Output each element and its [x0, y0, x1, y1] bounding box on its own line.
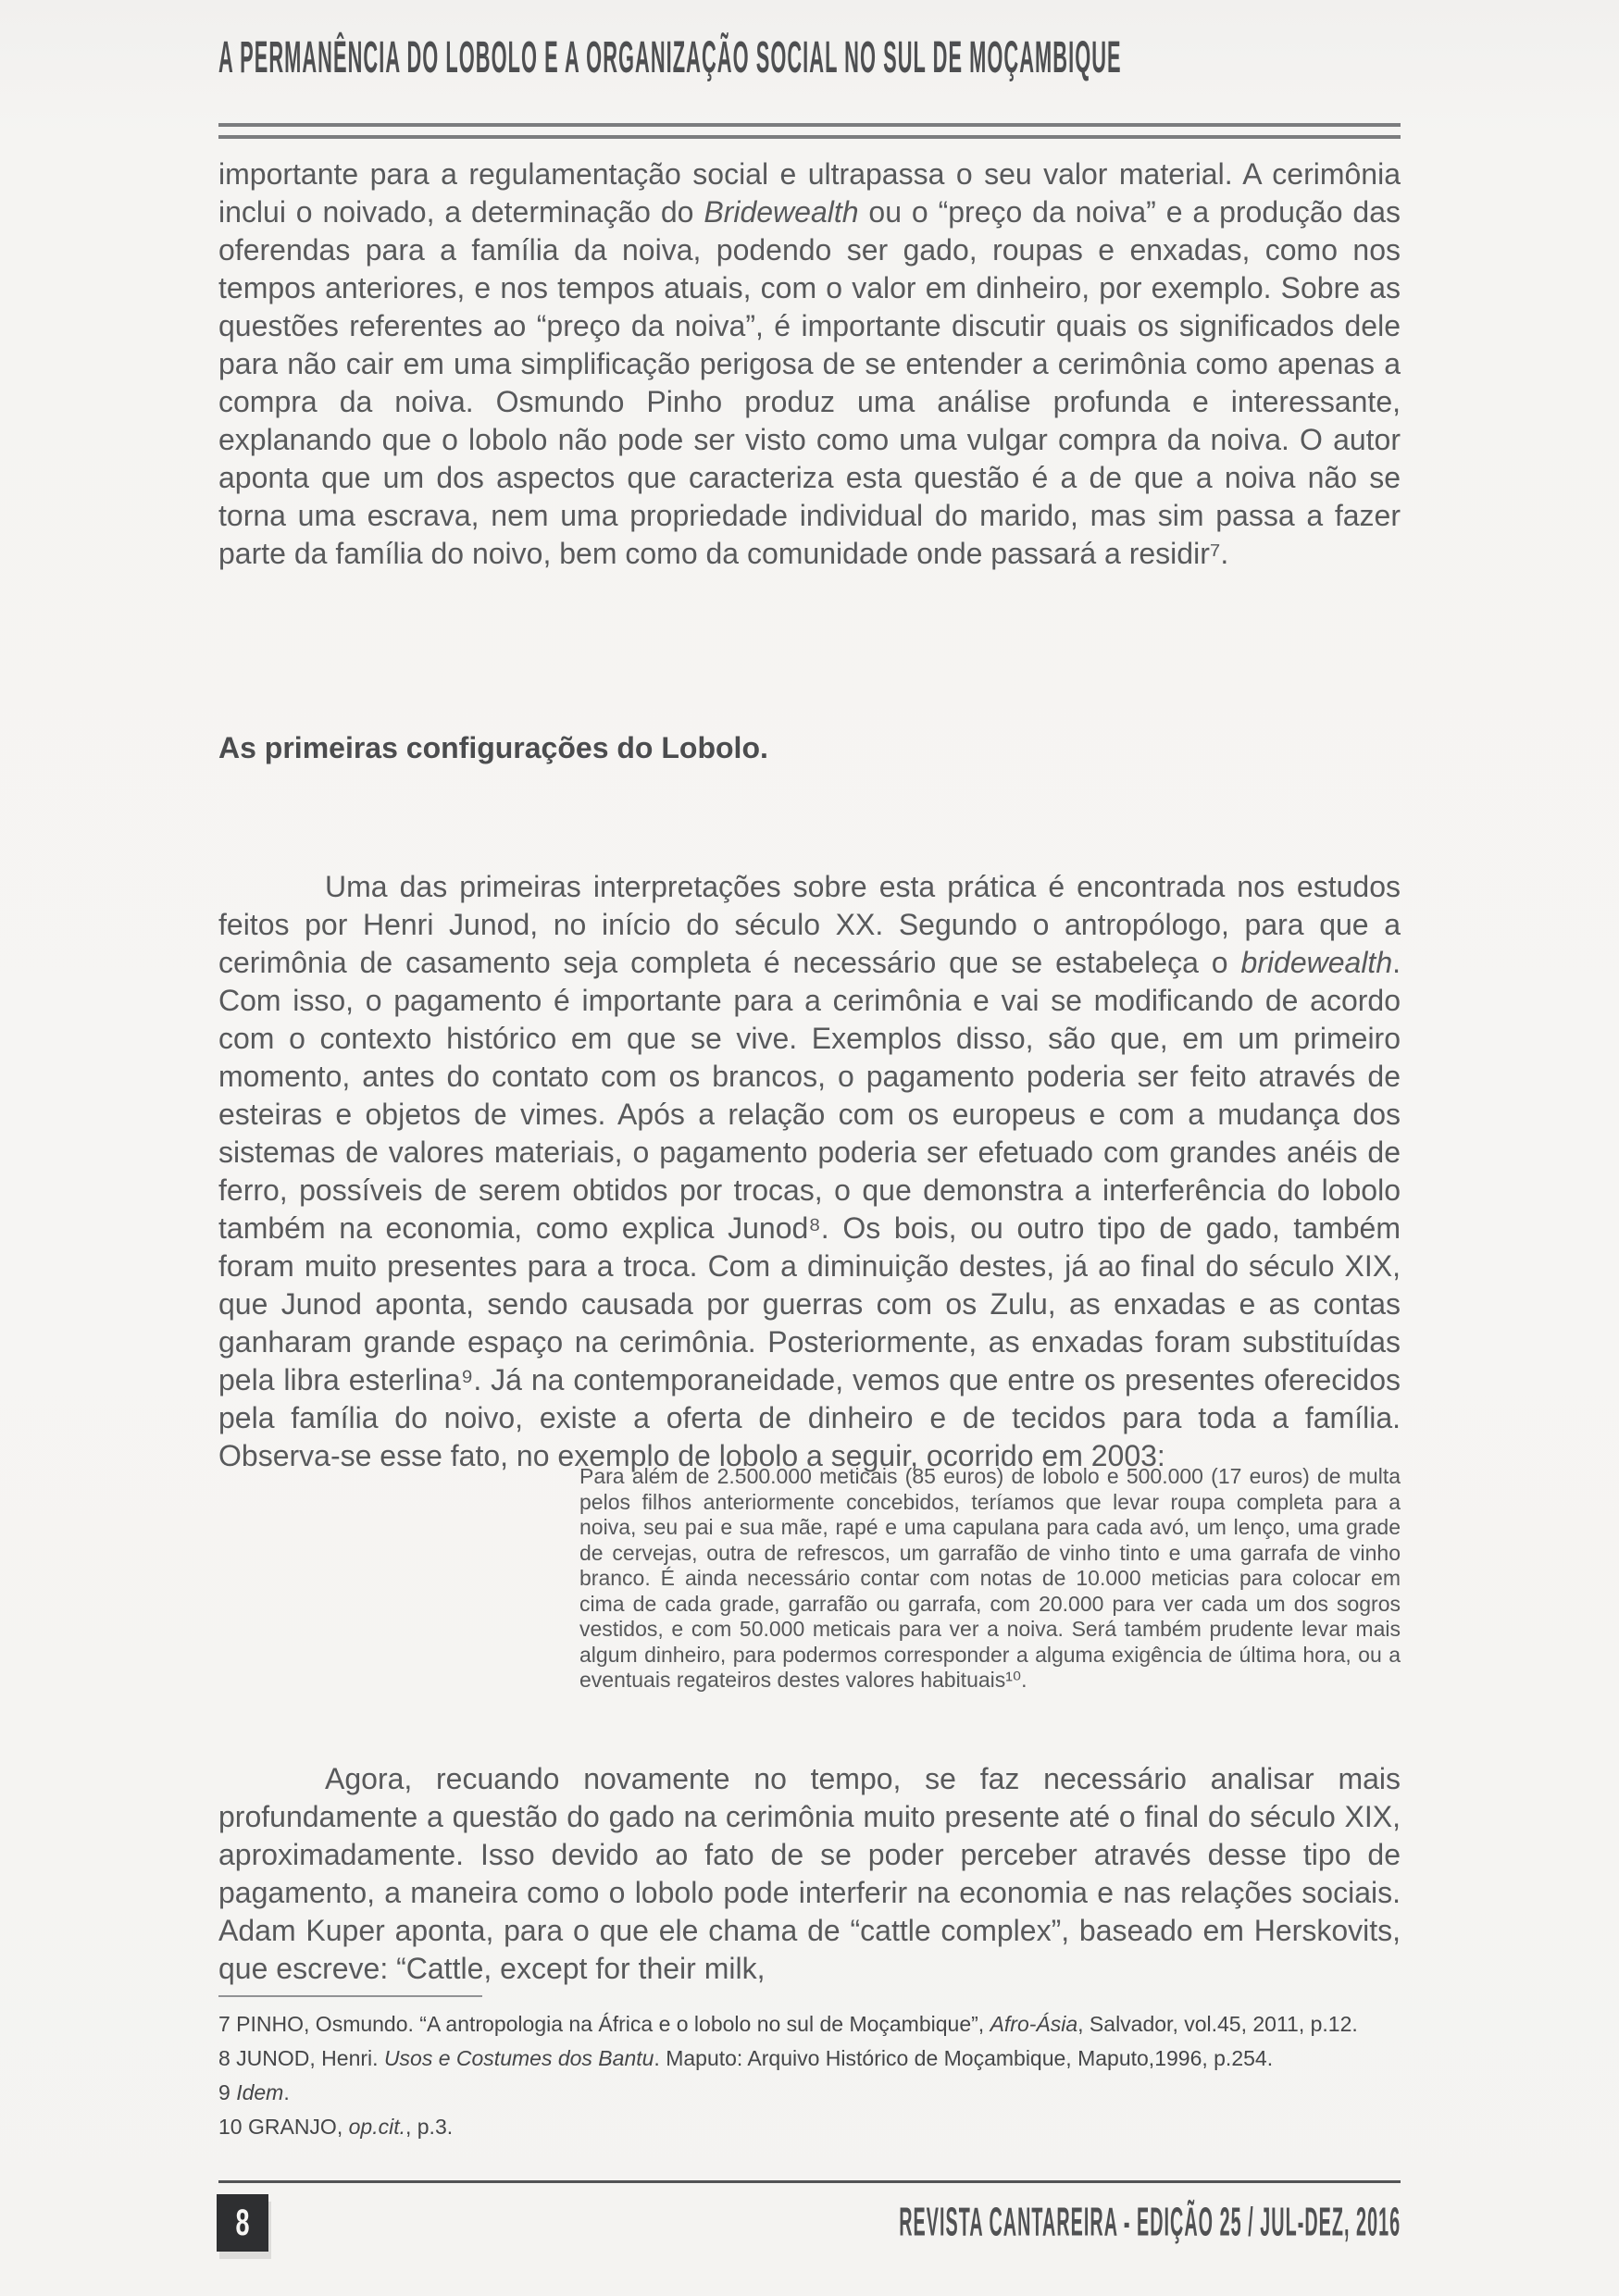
block-quote: Para além de 2.500.000 meticais (85 euros) de lobolo e 500.000 (17 euros) de multa pelos filhos anteriormente concebidos, teríamos que levar roupa completa para a noiva, seu pai e sua mãe, rapé e uma capulana para cada avó, um lenço, uma grade de cervejas, outra de refrescos, um garrafão de vinho tinto e uma garrafa de vinho branco. É ainda necessário contar com notas de 10.000 meticias para colocar em cima de cada grade, garrafão ou garrafa, com 20.000 para ver cada um dos sogros vestidos, e com 50.000 meticais para ver a noiva. Será também prudente levar mais algum dinheiro, para podermos corresponder a alguma exigência de última hora, ou a eventuais regateiros destes valores habituais¹⁰. — [579, 1464, 1401, 1692]
paragraph-1-italic: Bridewealth — [704, 195, 859, 229]
footer-rule — [218, 2180, 1401, 2183]
paragraph-2-italic: bridewealth — [1240, 946, 1393, 979]
page-number: 8 — [235, 2201, 250, 2243]
paragraph-1-text-cont: ou o “preço da noiva” e a produção das oferendas para a família da noiva, podendo ser gado, roupas e enxadas, como nos tempos anteriores, e nos tempos atuais, com o valor em dinheiro, por exemplo. Sobre as questões referentes ao “preço da noiva”, é importante discutir quais os significados dele para não cair em uma simplificação perigosa de se entender a cerimônia como apenas a compra da noiva. Osmundo Pinho produz uma análise profunda e interessante, explanando que o lobolo não pode ser visto como uma vulgar compra da noiva. O autor aponta que um dos aspectos que caracteriza esta questão é a de que a noiva não se torna uma escrava, nem uma propriedade individual do marido, mas sim passa a fazer parte da família do noivo, bem como da comunidade onde passará a residir⁷. — [218, 195, 1401, 570]
footnotes-block — [218, 2008, 1401, 2145]
page-title-text: A PERMANÊNCIA DO LOBOLO E A ORGANIZAÇÃO SOCIAL NO SUL DE MOÇAMBIQUE — [218, 31, 1122, 82]
footnote-8-text-cont: . Maputo: Arquivo Histórico de Moçambique, Maputo,1996, p.254. — [654, 2046, 1274, 2070]
journal-footer-text: REVISTA CANTAREIRA - EDIÇÃO 25 / JUL-DEZ, 2016 — [899, 2200, 1401, 2245]
page-number-box — [217, 2194, 268, 2252]
paragraph-1 — [218, 155, 1401, 573]
footnote-8-text: 8 JUNOD, Henri. — [218, 2046, 384, 2070]
footnote-9-text-cont: . — [283, 2080, 290, 2104]
footnote-7-italic: Afro-Ásia — [990, 2012, 1078, 2036]
footnote-separator — [218, 1995, 482, 1997]
footnote-9-text: 9 — [218, 2080, 237, 2104]
header-rule — [218, 123, 1401, 139]
section-heading: As primeiras configurações do Lobolo. — [218, 731, 768, 764]
footnote-10-text-cont: , p.3. — [405, 2115, 454, 2139]
paragraph-2-text: Uma das primeiras interpretações sobre esta prática é encontrada nos estudos feitos por Henri Junod, no início do século XX. Segundo o antropólogo, para que a cerimônia de casamento seja completa é necessário que se estabeleça o — [218, 870, 1401, 979]
paragraph-2 — [218, 868, 1401, 1475]
footnote-7-text-cont: , Salvador, vol.45, 2011, p.12. — [1077, 2012, 1358, 2036]
footnote-8 — [218, 2042, 1401, 2074]
footnote-10 — [218, 2111, 1401, 2142]
footnote-10-italic: op.cit. — [348, 2115, 405, 2139]
footnote-10-text: 10 GRANJO, — [218, 2115, 349, 2139]
page-title — [218, 31, 1619, 82]
footnote-9-italic: Idem — [236, 2080, 284, 2104]
paragraph-2-text-cont: . Com isso, o pagamento é importante para a cerimônia e vai se modificando de acordo com o contexto histórico em que se vive. Exemplos disso, são que, em um primeiro momento, antes do contato com os brancos, o pagamento poderia ser feito através de esteiras e objetos de vimes. Após a relação com os europeus e com a mudança dos sistemas de valores materiais, o pagamento poderia ser efetuado com grandes anéis de ferro, possíveis de serem obtidos por trocas, o que demonstra a interferência do lobolo também na economia, como explica Junod⁸. Os bois, ou outro tipo de gado, também foram muito presentes para a troca. Com a diminuição destes, já ao final do século XIX, que Junod aponta, sendo causada por guerras com os Zulu, as enxadas e as contas ganharam grande espaço na cerimônia. Posteriormente, as enxadas foram substituídas pela libra esterlina⁹. Já na contemporaneidade, vemos que entre os presentes oferecidos pela família do noivo, existe a oferta de dinheiro e de tecidos para toda a família. Observa-se esse fato, no exemplo de lobolo a seguir, ocorrido em 2003: — [218, 946, 1401, 1472]
footnote-7-text: 7 PINHO, Osmundo. “A antropologia na África e o lobolo no sul de Moçambique”, — [218, 2012, 990, 2036]
journal-footer — [436, 2194, 1401, 2252]
paragraph-1-text: importante para a regulamentação social e ultrapassa o seu valor material. A cerimônia inclui o noivado, a determinação do — [218, 157, 1401, 229]
footnote-8-italic: Usos e Costumes dos Bantu — [383, 2046, 654, 2070]
footnote-9 — [218, 2077, 1401, 2108]
footnote-7 — [218, 2008, 1401, 2040]
paragraph-3: Agora, recuando novamente no tempo, se faz necessário analisar mais profundamente a questão do gado na cerimônia muito presente até o final do século XIX, aproximadamente. Isso devido ao fato de se poder perceber através desse tipo de pagamento, a maneira como o lobolo pode interferir na economia e nas relações sociais. Adam Kuper aponta, para o que ele chama de “cattle complex”, baseado em Herskovits, que escreve: “Cattle, except for their milk, — [218, 1762, 1401, 1985]
